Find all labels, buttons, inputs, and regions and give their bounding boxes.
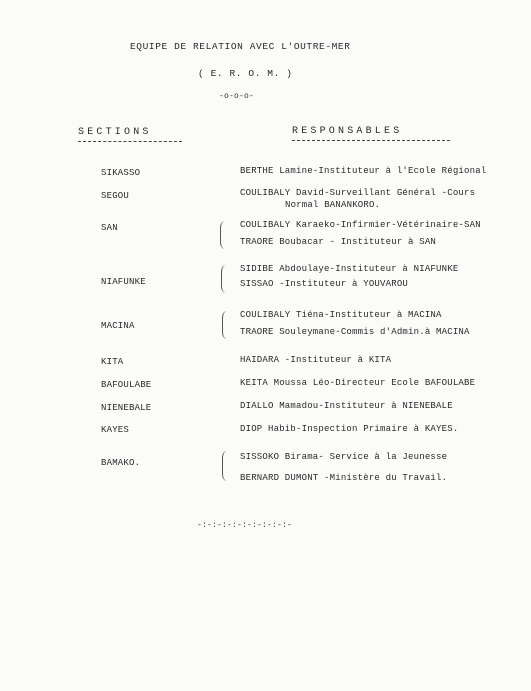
responsible-line: TRAORE Souleymane-Commis d'Admin.à MACINA [240,327,470,337]
section-name: MACINA [101,321,135,331]
document-subtitle: ( E. R. O. M. ) [198,68,293,79]
section-name: BAFOULABE [101,380,152,390]
section-name: NIAFUNKE [101,277,146,287]
section-name: KAYES [101,425,130,435]
grouping-brace [220,221,225,249]
responsible-line: KEITA Moussa Léo-Directeur Ecole BAFOULABE [240,378,476,388]
document-title: EQUIPE DE RELATION AVEC L'OUTRE-MER [130,41,351,52]
section-name: NIENEBALE [101,403,152,413]
sections-underline [78,141,182,142]
responsible-line: HAIDARA -Instituteur à KITA [240,355,392,365]
grouping-brace [221,265,226,293]
responsible-line: BERTHE Lamine-Instituteur à l'Ecole Régional [240,166,487,176]
responsible-line: COULIBALY Tiéna-Instituteur à MACINA [240,310,442,320]
responsible-line: SIDIBE Abdoulaye-Instituteur à NIAFUNKE [240,264,459,274]
section-name: BAMAKO. [101,458,141,468]
responsible-line: TRAORE Boubacar - Instituteur à SAN [240,237,437,247]
responsible-line: DIALLO Mamadou-Instituteur à NIENEBALE [240,401,453,411]
responsible-line: COULIBALY Karaeko-Infirmier-Vétérinaire-SAN [240,220,481,230]
responsables-heading: RESPONSABLES [292,126,403,137]
section-name: SIKASSO [101,168,141,178]
responsible-line: DIOP Habib-Inspection Primaire à KAYES. [240,424,459,434]
section-name: SAN [101,223,118,233]
responsible-line: SISSOKO Birama- Service à la Jeunesse [240,452,448,462]
responsible-line: COULIBALY David-Surveillant Général -Cours [240,188,476,198]
sections-heading: SECTIONS [78,127,152,138]
section-name: KITA [101,357,124,367]
responsible-line: SISSAO -Instituteur à YOUVAROU [240,279,409,289]
grouping-brace [222,311,227,339]
title-ornament: -o-o-o- [219,92,255,101]
section-name: SEGOU [101,191,130,201]
footer-ornament: -:-:-:-:-:-:-:-:-:- [197,521,293,530]
grouping-brace [222,451,227,481]
responsables-underline [292,140,450,141]
responsible-line: Normal BANANKORO. [285,200,381,210]
responsible-line: BERNARD DUMONT -Ministère du Travail. [240,473,448,483]
